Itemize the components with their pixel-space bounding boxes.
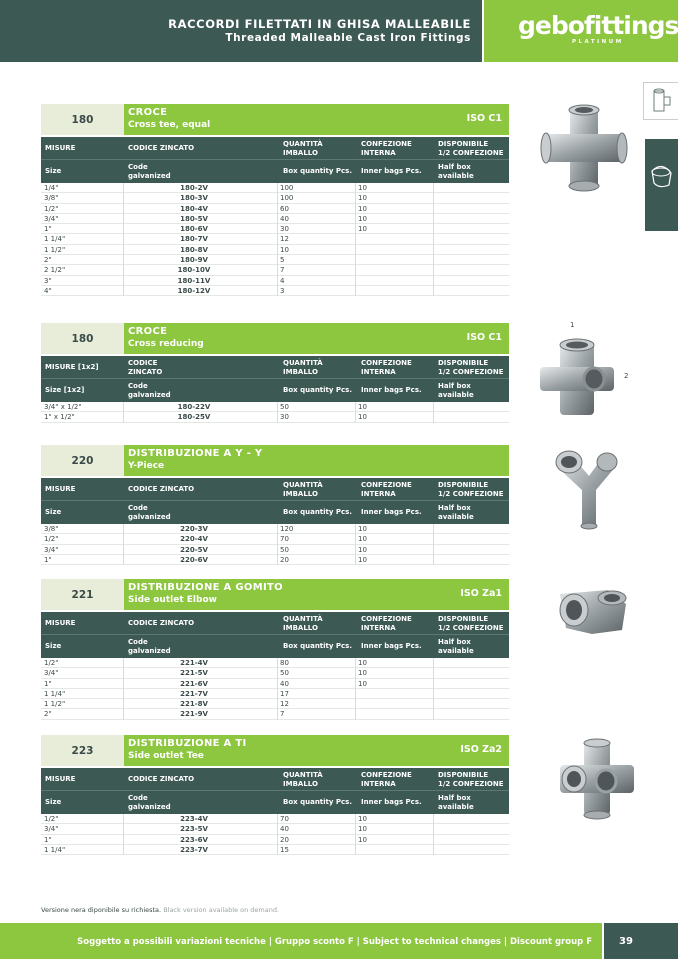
table-row [41, 555, 509, 565]
section-header [41, 104, 509, 135]
page-header [0, 0, 678, 62]
footer-text: Soggetto a possibili variazioni tecniche | Gruppo sconto F | Subject to technical changes | Discount group F [77, 937, 592, 947]
cross-tee-equal-image [536, 100, 632, 196]
col-box-qty: Box quantity Pcs. [283, 386, 352, 394]
table-header [41, 612, 509, 658]
box-qty-cell: 20 [280, 555, 289, 564]
size-cell: 1 1/4" [44, 235, 66, 244]
inner-bags-cell: 10 [358, 545, 367, 554]
col-half-box: Half box available [438, 382, 474, 399]
inner-bags-cell: 10 [358, 525, 367, 533]
code-cell: 180-3V [180, 194, 208, 203]
col-confezione: CONFEZIONE INTERNA [361, 615, 412, 632]
column-separator [433, 814, 434, 855]
code-cell: 180-2V [180, 184, 208, 192]
code-cell: 221-5V [180, 669, 208, 678]
box-qty-cell: 7 [280, 266, 285, 275]
section-header [41, 323, 509, 354]
col-disponibile: DISPONIBILE 1/2 CONFEZIONE [438, 771, 504, 788]
column-separator [277, 524, 278, 565]
product-code: 223 [41, 735, 124, 766]
header-divider [41, 790, 509, 791]
box-qty-cell: 12 [280, 700, 289, 709]
box-qty-cell: 50 [280, 545, 289, 554]
callout-2: 2 [624, 372, 629, 380]
col-quantita: QUANTITÀ IMBALLO [283, 615, 323, 632]
col-inner-bags: Inner bags Pcs. [361, 642, 422, 650]
table-row [41, 845, 509, 855]
section-header [41, 579, 509, 610]
column-separator [123, 402, 124, 423]
table-row [41, 412, 509, 422]
col-size: Size [45, 642, 62, 650]
box-qty-cell: 5 [280, 256, 285, 265]
product-title-it: DISTRIBUZIONE A Y - Y [128, 448, 263, 459]
inner-bags-cell: 10 [358, 194, 367, 203]
brand-logo [484, 0, 678, 62]
col-half-box: Half box available [438, 794, 474, 811]
size-cell: 4" [44, 286, 52, 295]
box-qty-cell: 20 [280, 835, 289, 844]
product-title-it: CROCE [128, 326, 168, 337]
size-cell: 2 1/2" [44, 266, 66, 275]
col-inner-bags: Inner bags Pcs. [361, 508, 422, 516]
box-qty-cell: 30 [280, 225, 289, 234]
table-header [41, 478, 509, 524]
table-row [41, 234, 509, 244]
product-title-it: DISTRIBUZIONE A GOMITO [128, 582, 283, 593]
col-box-qty: Box quantity Pcs. [283, 508, 352, 516]
box-qty-cell: 70 [280, 815, 289, 823]
cross-reducing-image [534, 335, 620, 421]
product-code: 220 [41, 445, 124, 476]
col-codice: CODICE ZINCATO [128, 144, 195, 152]
callout-1: 1 [570, 321, 575, 329]
size-cell: 3/8" [44, 525, 59, 533]
column-separator [355, 658, 356, 720]
product-title [124, 104, 509, 135]
product-code: 221 [41, 579, 124, 610]
code-cell: 180-12V [177, 286, 211, 295]
column-separator [433, 524, 434, 565]
code-cell: 180-4V [180, 204, 208, 213]
size-cell: 1" x 1/2" [44, 413, 75, 422]
table-row [41, 276, 509, 286]
size-cell: 1/4" [44, 184, 59, 192]
box-qty-cell: 120 [280, 525, 294, 533]
col-half-box: Half box available [438, 638, 474, 655]
box-qty-cell: 4 [280, 276, 285, 285]
col-disponibile: DISPONIBILE 1/2 CONFEZIONE [438, 615, 504, 632]
logo-text: gebofittings [518, 11, 678, 40]
inner-bags-cell: 10 [358, 659, 367, 667]
product-section-180-equal [41, 104, 509, 296]
product-title-en: Cross reducing [128, 339, 204, 349]
table-row [41, 183, 509, 193]
size-cell: 2" [44, 256, 52, 265]
product-title [124, 579, 509, 610]
code-cell: 221-7V [180, 689, 208, 698]
col-quantita: QUANTITÀ IMBALLO [283, 771, 323, 788]
threaded-fitting-icon [645, 139, 678, 231]
col-misure: MISURE [45, 144, 76, 152]
size-cell: 3/4" [44, 825, 59, 834]
box-qty-cell: 3 [280, 286, 285, 295]
col-code: Code galvanized [128, 638, 171, 655]
column-separator [123, 658, 124, 720]
code-cell: 180-6V [180, 225, 208, 234]
table-row [41, 224, 509, 234]
side-tab-active[interactable] [645, 139, 678, 231]
column-separator [277, 402, 278, 423]
product-title-en: Side outlet Tee [128, 751, 204, 761]
col-quantita: QUANTITÀ IMBALLO [283, 140, 323, 157]
section-header [41, 735, 509, 766]
inner-bags-cell: 10 [358, 204, 367, 213]
product-title [124, 323, 509, 354]
page-number: 39 [604, 923, 678, 959]
table-header [41, 137, 509, 183]
inner-bags-cell: 10 [358, 535, 367, 544]
col-inner-bags: Inner bags Pcs. [361, 798, 422, 806]
col-size: Size [45, 167, 62, 175]
size-cell: 3/4" [44, 214, 59, 223]
table-row [41, 699, 509, 709]
col-size: Size [45, 798, 62, 806]
col-code: Code galvanized [128, 163, 171, 180]
code-cell: 220-3V [180, 525, 208, 533]
code-cell: 223-7V [180, 845, 208, 854]
col-box-qty: Box quantity Pcs. [283, 167, 352, 175]
table-row [41, 679, 509, 689]
table-row [41, 824, 509, 834]
box-qty-cell: 50 [280, 669, 289, 678]
product-section-220 [41, 445, 509, 565]
size-cell: 3" [44, 276, 52, 285]
table-row [41, 689, 509, 699]
code-cell: 220-6V [180, 555, 208, 564]
column-separator [277, 183, 278, 296]
col-half-box: Half box available [438, 504, 474, 521]
table-row [41, 534, 509, 544]
col-inner-bags: Inner bags Pcs. [361, 167, 422, 175]
note-en: Black version available on demand. [163, 906, 280, 914]
size-cell: 1" [44, 555, 52, 564]
table-row [41, 658, 509, 668]
size-cell: 2" [44, 710, 52, 719]
box-qty-cell: 100 [280, 184, 294, 192]
col-code: Code galvanized [128, 504, 171, 521]
column-separator [355, 814, 356, 855]
inner-bags-cell: 10 [358, 403, 367, 411]
size-cell: 1" [44, 225, 52, 234]
side-outlet-tee-image [556, 735, 638, 821]
table-row [41, 835, 509, 845]
size-cell: 1/2" [44, 204, 59, 213]
table-body [41, 524, 509, 565]
header-title-it: RACCORDI FILETTATI IN GHISA MALLEABILE [168, 17, 471, 31]
iso-label: ISO Za2 [460, 744, 502, 755]
box-qty-cell: 12 [280, 235, 289, 244]
inner-bags-cell: 10 [358, 815, 367, 823]
col-half-box: Half box available [438, 163, 474, 180]
col-confezione: CONFEZIONE INTERNA [361, 481, 412, 498]
box-qty-cell: 40 [280, 825, 289, 834]
size-cell: 3/4" [44, 669, 59, 678]
code-cell: 221-8V [180, 700, 208, 709]
col-box-qty: Box quantity Pcs. [283, 798, 352, 806]
size-cell: 1/2" [44, 659, 59, 667]
header-title [168, 17, 471, 45]
column-separator [433, 183, 434, 296]
column-separator [355, 524, 356, 565]
table-row [41, 814, 509, 824]
product-title-en: Y-Piece [128, 461, 165, 471]
col-inner-bags: Inner bags Pcs. [361, 386, 422, 394]
box-qty-cell: 80 [280, 659, 289, 667]
col-code: Code galvanized [128, 794, 171, 811]
column-separator [277, 658, 278, 720]
box-qty-cell: 7 [280, 710, 285, 719]
box-qty-cell: 30 [280, 413, 289, 422]
table-row [41, 255, 509, 265]
product-title [124, 735, 509, 766]
table-row [41, 286, 509, 296]
product-title-en: Side outlet Elbow [128, 595, 217, 605]
product-section-223 [41, 735, 509, 855]
size-cell: 3/4" [44, 545, 59, 554]
col-code: Code galvanized [128, 382, 171, 399]
code-cell: 220-5V [180, 545, 208, 554]
col-disponibile: DISPONIBILE 1/2 CONFEZIONE [438, 481, 504, 498]
col-confezione: CONFEZIONE INTERNA [361, 140, 412, 157]
box-qty-cell: 40 [280, 214, 289, 223]
box-qty-cell: 60 [280, 204, 289, 213]
col-codice: CODICE ZINCATO [128, 619, 195, 627]
side-tab-fitting[interactable] [643, 82, 678, 120]
iso-label: ISO Za1 [460, 588, 502, 599]
box-qty-cell: 10 [280, 245, 289, 254]
inner-bags-cell: 10 [358, 555, 367, 564]
header-divider [41, 159, 509, 160]
code-cell: 223-6V [180, 835, 208, 844]
code-cell: 180-22V [177, 403, 211, 411]
table-row [41, 193, 509, 203]
code-cell: 180-5V [180, 214, 208, 223]
size-cell: 1 1/4" [44, 689, 66, 698]
col-confezione: CONFEZIONE INTERNA [361, 771, 412, 788]
fitting-outline-icon [644, 83, 678, 119]
code-cell: 180-25V [177, 413, 211, 422]
column-separator [123, 814, 124, 855]
table-body [41, 658, 509, 720]
col-confezione: CONFEZIONE INTERNA [361, 359, 412, 376]
table-row [41, 214, 509, 224]
col-box-qty: Box quantity Pcs. [283, 642, 352, 650]
product-code: 180 [41, 104, 124, 135]
column-separator [355, 402, 356, 423]
header-title-en: Threaded Malleable Cast Iron Fittings [225, 32, 471, 44]
product-code: 180 [41, 323, 124, 354]
column-separator [355, 183, 356, 296]
col-misure: MISURE [45, 619, 76, 627]
table-header [41, 768, 509, 814]
code-cell: 180-11V [177, 276, 211, 285]
col-codice: CODICE ZINCATO [128, 485, 195, 493]
size-cell: 3/8" [44, 194, 59, 203]
box-qty-cell: 17 [280, 689, 289, 698]
header-divider [41, 634, 509, 635]
col-misure: MISURE [45, 485, 76, 493]
code-cell: 221-9V [180, 710, 208, 719]
table-row [41, 204, 509, 214]
col-misure-1x2: MISURE [1x2] [45, 363, 99, 371]
col-disponibile: DISPONIBILE 1/2 CONFEZIONE [438, 359, 504, 376]
side-outlet-elbow-image [552, 580, 632, 642]
box-qty-cell: 15 [280, 845, 289, 854]
iso-label: ISO C1 [466, 332, 502, 343]
box-qty-cell: 50 [280, 403, 289, 411]
col-size: Size [45, 508, 62, 516]
size-cell: 3/4" x 1/2" [44, 403, 82, 411]
inner-bags-cell: 10 [358, 835, 367, 844]
size-cell: 1 1/2" [44, 700, 66, 709]
code-cell: 220-4V [180, 535, 208, 544]
table-header [41, 356, 509, 402]
column-separator [277, 814, 278, 855]
size-cell: 1/2" [44, 535, 59, 544]
table-body [41, 183, 509, 296]
code-cell: 180-10V [177, 266, 211, 275]
iso-label: ISO C1 [466, 113, 502, 124]
inner-bags-cell: 10 [358, 225, 367, 234]
product-section-180-reducing [41, 323, 509, 423]
col-quantita: QUANTITÀ IMBALLO [283, 359, 323, 376]
column-separator [123, 524, 124, 565]
y-piece-image [552, 446, 620, 530]
inner-bags-cell: 10 [358, 214, 367, 223]
product-section-221 [41, 579, 509, 720]
logo-subtext: PLATINUM [572, 39, 624, 45]
col-quantita: QUANTITÀ IMBALLO [283, 481, 323, 498]
col-misure: MISURE [45, 775, 76, 783]
code-cell: 180-7V [180, 235, 208, 244]
box-qty-cell: 70 [280, 535, 289, 544]
header-divider [41, 378, 509, 379]
inner-bags-cell: 10 [358, 679, 367, 688]
code-cell: 223-5V [180, 825, 208, 834]
size-cell: 1/2" [44, 815, 59, 823]
code-cell: 221-4V [180, 659, 208, 667]
size-cell: 1" [44, 679, 52, 688]
table-body [41, 402, 509, 423]
inner-bags-cell: 10 [358, 413, 367, 422]
table-row [41, 524, 509, 534]
column-separator [123, 183, 124, 296]
inner-bags-cell: 10 [358, 184, 367, 192]
col-disponibile: DISPONIBILE 1/2 CONFEZIONE [438, 140, 504, 157]
table-row [41, 709, 509, 719]
product-title [124, 445, 509, 476]
table-row [41, 402, 509, 412]
table-row [41, 545, 509, 555]
availability-note [41, 906, 279, 914]
section-header [41, 445, 509, 476]
inner-bags-cell: 10 [358, 825, 367, 834]
size-cell: 1 1/2" [44, 245, 66, 254]
table-row [41, 245, 509, 255]
size-cell: 1" [44, 835, 52, 844]
col-codice: CODICE ZINCATO [128, 775, 195, 783]
box-qty-cell: 100 [280, 194, 294, 203]
table-row [41, 265, 509, 275]
code-cell: 223-4V [180, 815, 208, 823]
code-cell: 221-6V [180, 679, 208, 688]
note-it: Versione nera diponibile su richiesta. [41, 906, 162, 914]
inner-bags-cell: 10 [358, 669, 367, 678]
size-cell: 1 1/4" [44, 845, 66, 854]
code-cell: 180-8V [180, 245, 208, 254]
header-divider [41, 500, 509, 501]
table-row [41, 668, 509, 678]
table-body [41, 814, 509, 855]
product-title-it: DISTRIBUZIONE A TI [128, 738, 247, 749]
column-separator [433, 402, 434, 423]
col-codice: CODICE ZINCATO [128, 359, 163, 376]
col-size-1x2: Size [1x2] [45, 386, 85, 394]
box-qty-cell: 40 [280, 679, 289, 688]
product-title-en: Cross tee, equal [128, 120, 211, 130]
column-separator [433, 658, 434, 720]
product-title-it: CROCE [128, 107, 168, 118]
page-footer [0, 923, 678, 959]
code-cell: 180-9V [180, 256, 208, 265]
